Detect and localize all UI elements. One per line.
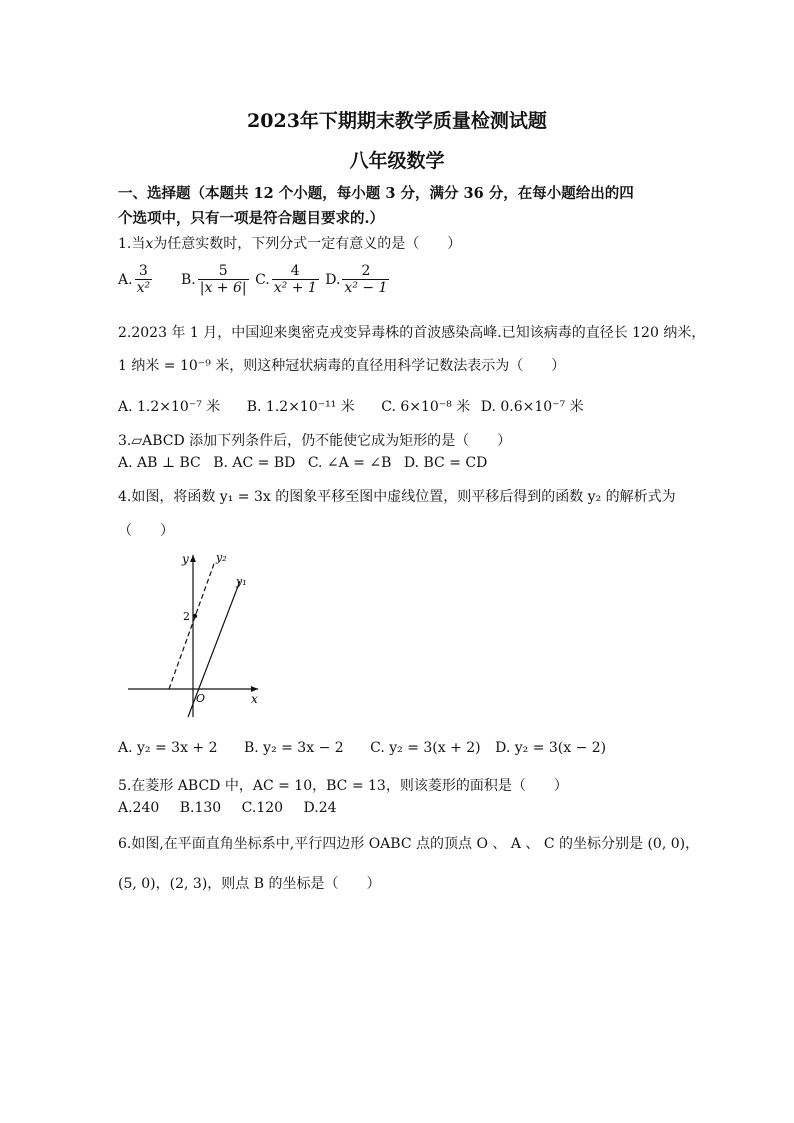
q3-option-a[interactable]: A. AB ⊥ BC [118, 455, 201, 471]
q3-option-d[interactable]: D. BC = CD [403, 455, 488, 471]
question-4-stem: 4.如图，将函数 y₁ = 3x 的图象平移至图中虚线位置，则平移后得到的函数 y₂ 的解析式为 [118, 489, 676, 505]
q1-option-b[interactable]: B. $\frac{5}{|x + 6|}$ [180, 263, 247, 296]
question-1-options [118, 263, 391, 297]
question-2-options [118, 396, 584, 416]
x-axis-label: x [251, 692, 258, 706]
y-axis-arrow-icon [190, 555, 196, 562]
question-2-line1: 2.2023 年 1 月，中国迎来奥密克戎变异毒株的首波感染高峰.已知该病毒的直径长 120 纳米， [118, 325, 706, 341]
q5-option-a[interactable]: A.240 [118, 800, 160, 816]
question-6-line1: 6.如图,在平面直角坐标系中,平行四边形 OABC 点的顶点 O 、 A 、 C 的坐标分别是 (0, 0)， [118, 836, 700, 852]
q5-option-d[interactable]: D.24 [303, 800, 337, 816]
q1-option-c[interactable]: C. $\frac{4}{\text{x² + 1}}$ [255, 263, 317, 296]
line-y2-label: y₂ [216, 551, 227, 564]
section-heading-line2: 个选项中，只有一项是符合题目要求的.） [118, 210, 385, 227]
line-y1-label: y₁ [236, 575, 247, 588]
q1-stem-end: 为任意实数时，下列分式一定有意义的是（ ） [153, 236, 462, 252]
y-axis-label: y [182, 552, 189, 566]
line-y2 [169, 561, 215, 689]
question-2-line2: 1 纳米 = 10⁻⁹ 米，则这种冠状病毒的直径用科学记数法表示为（ ） [118, 358, 566, 374]
q1-stem-variable: x [145, 236, 154, 252]
q4-option-d[interactable]: D. y₂ = 3(x − 2) [495, 740, 607, 756]
question-4-stem-cont: （ ） [118, 523, 174, 539]
q3-option-b[interactable]: B. AC = BD [213, 455, 296, 471]
q2-option-d[interactable]: D. 0.6×10⁻⁷ 米 [480, 399, 584, 415]
q1-option-a[interactable]: A. $\frac{3}{\text{x²}}$ [118, 263, 151, 296]
question-4-options [118, 740, 606, 756]
q3-option-c[interactable]: C. ∠A = ∠B [307, 455, 392, 471]
q2-option-b[interactable]: B. 1.2×10⁻¹¹ 米 [246, 399, 355, 415]
q4-option-c[interactable]: C. y₂ = 3(x + 2) [370, 740, 481, 756]
q5-option-c[interactable]: C.120 [241, 800, 284, 816]
question-5-options [118, 800, 337, 816]
q4-option-b[interactable]: B. y₂ = 3x − 2 [243, 740, 344, 756]
question-3-stem: 3.▱ABCD 添加下列条件后，仍不能使它成为矩形的是（ ） [118, 433, 512, 449]
exam-title: 2023年下期期末教学质量检测试题 [247, 110, 547, 132]
question-1-stem [118, 233, 461, 253]
point-0-2 [193, 614, 197, 618]
section-heading-line1: 一、选择题（本题共 12 个小题，每小题 3 分，满分 36 分，在每小题给出的四 [118, 185, 634, 202]
q1-stem-start: 1.当 [118, 236, 146, 252]
question-6-line2: (5, 0)，(2, 3)，则点 B 的坐标是（ ） [118, 876, 381, 892]
q4-figure [118, 545, 278, 725]
q2-option-c[interactable]: C. 6×10⁻⁸ 米 [381, 399, 471, 415]
question-5-stem: 5.在菱形 ABCD 中，AC = 10，BC = 13，则该菱形的面积是（ ） [118, 778, 568, 794]
tick-label-2: 2 [183, 610, 190, 623]
question-3-options [118, 455, 487, 471]
q1-option-d[interactable]: D. $\frac{2}{\text{x² − 1}}$ [325, 263, 388, 296]
q5-option-b[interactable]: B.130 [179, 800, 222, 816]
section-heading [118, 181, 688, 231]
exam-subtitle: 八年级数学 [349, 150, 445, 172]
q2-option-a[interactable]: A. 1.2×10⁻⁷ 米 [118, 399, 221, 415]
q4-option-a[interactable]: A. y₂ = 3x + 2 [118, 740, 218, 756]
origin-label: O [196, 692, 206, 705]
